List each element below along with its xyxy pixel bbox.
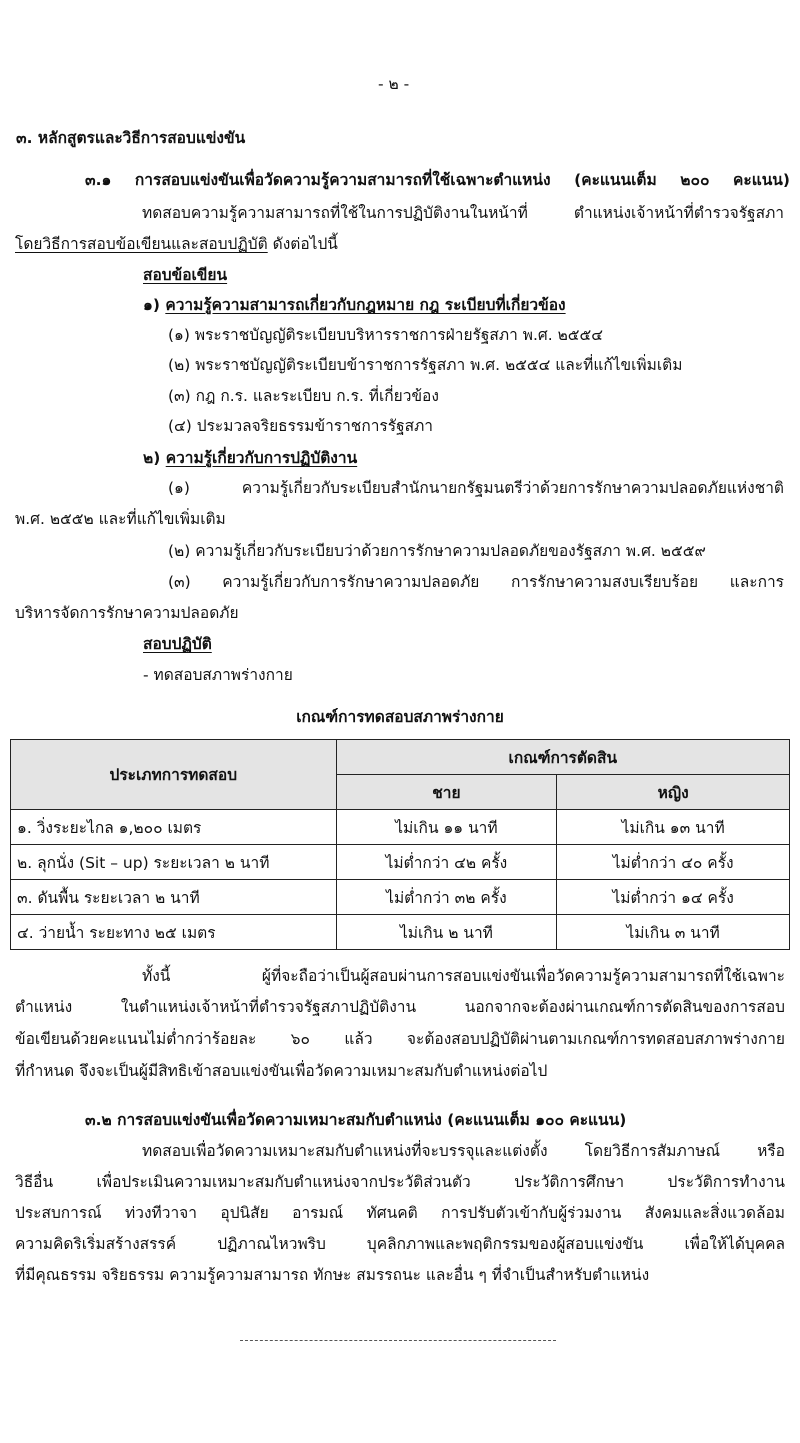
practical-exam-heading: สอบปฏิบัติ (143, 635, 212, 653)
test-name-cell: ๔. ว่ายน้ำ ระยะทาง ๒๕ เมตร (11, 915, 337, 950)
test-name-cell: ๒. ลุกนั่ง (Sit – up) ระยะเวลา ๒ นาที (11, 845, 337, 880)
written-exam-heading: สอบข้อเขียน (143, 266, 228, 284)
group-1-item: (๑) พระราชบัญญัติระเบียบบริหารราชการฝ่ายรัฐสภา พ.ศ. ๒๕๕๔ (168, 326, 603, 344)
practical-exam-item: - ทดสอบสภาพร่างกาย (143, 666, 293, 684)
intro-method-underlined: โดยวิธีการสอบข้อเขียนและสอบปฏิบัติ (15, 235, 268, 253)
sub2-line: วิธีอื่น เพื่อประเมินความเหมาะสมกับตำแหน่งจากประวัติส่วนตัว ประวัติการศึกษา ประวัติการทำงาน (15, 1173, 785, 1191)
group-2-number: ๒) (143, 449, 161, 467)
table-title: เกณฑ์การทดสอบสภาพร่างกาย (296, 708, 504, 726)
group-1-item: (๔) ประมวลจริยธรรมข้าราชการรัฐสภา (168, 417, 433, 435)
sub2-line: ความคิดริเริ่มสร้างสรรค์ ปฏิภาณไหวพริบ บุคลิกภาพและพฤติกรรมของผู้สอบแข่งขัน เพื่อให้ได้บุคคล (15, 1235, 785, 1253)
section-3-2-heading: ๓.๒ การสอบแข่งขันเพื่อวัดความเหมาะสมกับตำแหน่ง (คะแนนเต็ม ๑๐๐ คะแนน) (85, 1111, 627, 1129)
end-divider (240, 1340, 556, 1341)
test-name-cell: ๑. วิ่งระยะไกล ๑,๒๐๐ เมตร (11, 810, 337, 845)
group-1-item: (๒) พระราชบัญญัติระเบียบข้าราชการรัฐสภา พ.ศ. ๒๕๕๔ และที่แก้ไขเพิ่มเติม (168, 356, 683, 374)
intro-line-1: ทดสอบความรู้ความสามารถที่ใช้ในการปฏิบัติงานในหน้าที่ ตำแหน่งเจ้าหน้าที่ตำรวจรัฐสภา (142, 204, 784, 222)
page-number: - ๒ - (378, 75, 410, 93)
section-3-1-heading: ๓.๑ การสอบแข่งขันเพื่อวัดความรู้ความสามารถที่ใช้เฉพาะตำแหน่ง (คะแนนเต็ม ๒๐๐ คะแนน) (85, 171, 790, 189)
intro-line-2 (15, 232, 338, 256)
male-criteria-cell: ไม่ต่ำกว่า ๔๒ ครั้ง (336, 845, 557, 880)
physical-test-table (10, 739, 790, 950)
table-row (11, 880, 790, 915)
group-2-title-text: ความรู้เกี่ยวกับการปฏิบัติงาน (165, 449, 358, 467)
group-2-item-3-line-1: (๓) ความรู้เกี่ยวกับการรักษาความปลอดภัย การรักษาความสงบเรียบร้อย และการ (168, 573, 784, 591)
note-line: ที่กำหนด จึงจะเป็นผู้มีสิทธิเข้าสอบแข่งขันเพื่อวัดความเหมาะสมกับตำแหน่งต่อไป (15, 1062, 548, 1080)
group-2-item-2: (๒) ความรู้เกี่ยวกับระเบียบว่าด้วยการรักษาความปลอดภัยของรัฐสภา พ.ศ. ๒๕๕๙ (168, 542, 706, 560)
male-criteria-cell: ไม่เกิน ๒ นาที (336, 915, 557, 950)
intro-line-2-rest: ดังต่อไปนี้ (267, 235, 338, 253)
female-criteria-cell: ไม่เกิน ๓ นาที (557, 915, 790, 950)
group-1-title (143, 293, 566, 317)
male-criteria-cell: ไม่เกิน ๑๑ นาที (336, 810, 557, 845)
group-1-item: (๓) กฎ ก.ร. และระเบียบ ก.ร. ที่เกี่ยวข้อง (168, 387, 439, 405)
sub2-line: ทดสอบเพื่อวัดความเหมาะสมกับตำแหน่งที่จะบรรจุและแต่งตั้ง โดยวิธีการสัมภาษณ์ หรือ (142, 1142, 785, 1160)
group-1-number: ๑) (143, 296, 160, 314)
header-female: หญิง (557, 775, 790, 810)
sub2-line: ที่มีคุณธรรม จริยธรรม ความรู้ความสามารถ ทักษะ สมรรถนะ และอื่น ๆ ที่จำเป็นสำหรับตำแหน่ง (15, 1266, 650, 1284)
table-header-row (11, 740, 790, 775)
group-2-item-3-line-2: บริหารจัดการรักษาความปลอดภัย (15, 604, 239, 622)
group-1-title-text: ความรู้ความสามารถเกี่ยวกับกฎหมาย กฎ ระเบียบที่เกี่ยวข้อง (165, 296, 566, 314)
note-line: ข้อเขียนด้วยคะแนนไม่ต่ำกว่าร้อยละ ๖๐ แล้ว จะต้องสอบปฏิบัติผ่านตามเกณฑ์การทดสอบสภาพร่างกาย (15, 1030, 785, 1048)
table-row (11, 915, 790, 950)
section-3-heading: ๓. หลักสูตรและวิธีการสอบแข่งขัน (16, 129, 246, 147)
test-name-cell: ๓. ดันพื้น ระยะเวลา ๒ นาที (11, 880, 337, 915)
note-line: ตำแหน่ง ในตำแหน่งเจ้าหน้าที่ตำรวจรัฐสภาปฏิบัติงาน นอกจากจะต้องผ่านเกณฑ์การตัดสินของการสอบ (15, 998, 785, 1016)
male-criteria-cell: ไม่ต่ำกว่า ๓๒ ครั้ง (336, 880, 557, 915)
table-row (11, 845, 790, 880)
header-test-type: ประเภทการทดสอบ (11, 740, 337, 810)
header-criteria: เกณฑ์การตัดสิน (336, 740, 789, 775)
sub2-line: ประสบการณ์ ท่วงทีวาจา อุปนิสัย อารมณ์ ทัศนคติ การปรับตัวเข้ากับผู้ร่วมงาน สังคมและสิ่งแวดล้อม (15, 1204, 785, 1222)
group-2-item-1-line-1: (๑) ความรู้เกี่ยวกับระเบียบสำนักนายกรัฐมนตรีว่าด้วยการรักษาความปลอดภัยแห่งชาติ (168, 479, 784, 497)
table-row (11, 810, 790, 845)
note-line: ทั้งนี้ ผู้ที่จะถือว่าเป็นผู้สอบผ่านการสอบแข่งขันเพื่อวัดความรู้ความสามารถที่ใช้เฉพาะ (142, 967, 785, 985)
female-criteria-cell: ไม่ต่ำกว่า ๔๐ ครั้ง (557, 845, 790, 880)
female-criteria-cell: ไม่ต่ำกว่า ๑๔ ครั้ง (557, 880, 790, 915)
group-2-title (143, 446, 357, 470)
header-male: ชาย (336, 775, 557, 810)
group-2-item-1-line-2: พ.ศ. ๒๕๕๒ และที่แก้ไขเพิ่มเติม (15, 510, 226, 528)
female-criteria-cell: ไม่เกิน ๑๓ นาที (557, 810, 790, 845)
